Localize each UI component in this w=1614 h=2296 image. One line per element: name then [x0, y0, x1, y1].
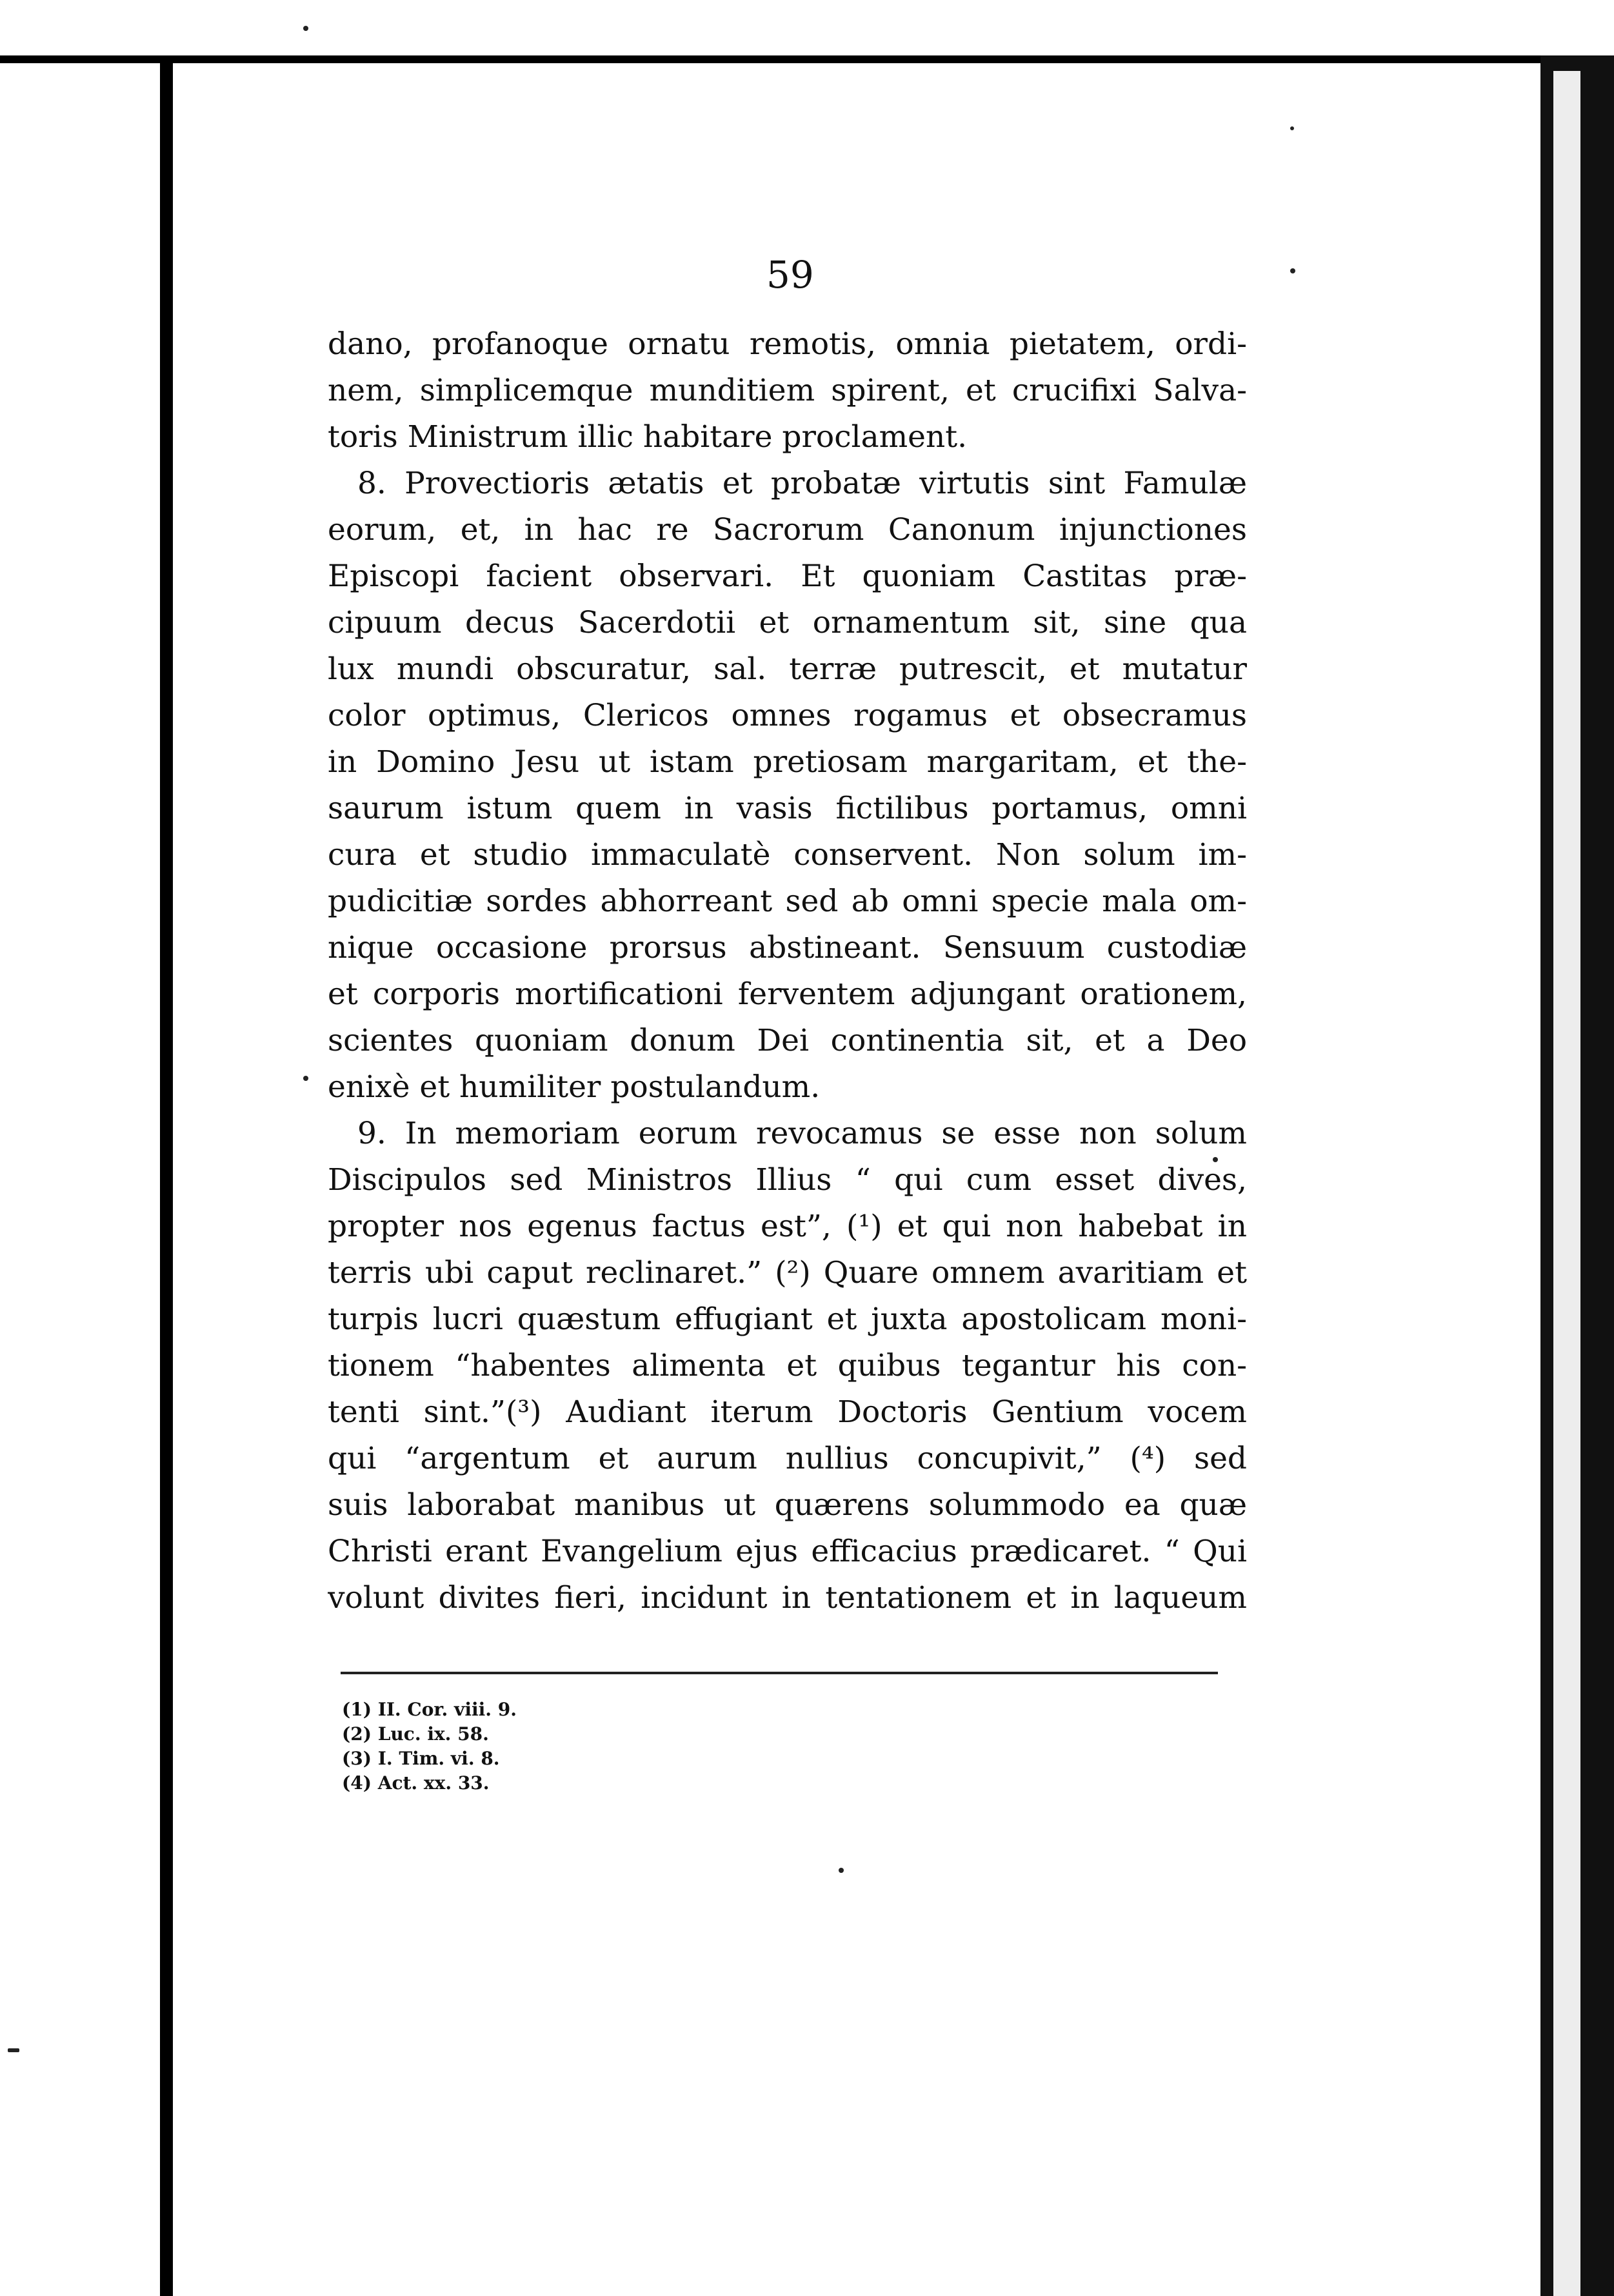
text-line: et corporis mortificationi ferventem adjungant orationem, [328, 976, 1247, 1012]
text-line: lux mundi obscuratur, sal. terræ putrescit, et mutatur [328, 651, 1247, 687]
text-line: tenti sint.”(³) Audiant iterum Doctoris Gentium vocem [328, 1394, 1247, 1430]
text-line: in Domino Jesu ut istam pretiosam margaritam, et the- [328, 744, 1247, 780]
footnote-divider [341, 1672, 1218, 1674]
page-number: 59 [766, 253, 814, 297]
speck-mark [303, 26, 308, 31]
page-stack-edge [1553, 71, 1580, 2296]
paragraph-9-start: 9. In memoriam eorum revocamus se esse non solum [357, 1116, 1247, 1151]
text-line: Discipulos sed Ministros Illius “ qui cum esset dives, [328, 1162, 1247, 1198]
text-line: dano, profanoque ornatu remotis, omnia pietatem, ordi- [328, 326, 1247, 362]
text-line: tionem “habentes alimenta et quibus tegantur his con- [328, 1348, 1247, 1383]
footnote-4: (4) Act. xx. 33. [342, 1772, 490, 1794]
text-line: Christi erant Evangelium ejus efficacius prædicaret. “ Qui [328, 1534, 1247, 1569]
text-line: nique occasione prorsus abstineant. Sensuum custodiæ [328, 930, 1247, 965]
text-line: qui “argentum et aurum nullius concupivit,” (⁴) sed [328, 1441, 1247, 1476]
text-line: turpis lucri quæstum effugiant et juxta apostolicam moni- [328, 1301, 1247, 1337]
speck-mark [839, 1868, 844, 1873]
text-line: enixè et humiliter postulandum. [328, 1069, 821, 1105]
footnotes [342, 1697, 517, 1796]
speck-mark [1290, 268, 1295, 273]
facing-page-edge [0, 63, 160, 2296]
text-line: suis laborabat manibus ut quærens solummodo ea quæ [328, 1487, 1247, 1523]
text-line: terris ubi caput reclinaret.” (²) Quare omnem avaritiam et [328, 1255, 1247, 1291]
text-line: cipuum decus Sacerdotii et ornamentum sit, sine qua [328, 605, 1247, 640]
body-text [328, 321, 1247, 1621]
speck-mark [8, 2048, 19, 2052]
text-line: volunt divites fieri, incidunt in tentationem et in laqueum [328, 1580, 1247, 1616]
text-line: eorum, et, in hac re Sacrorum Canonum injunctiones [328, 512, 1247, 548]
text-line: scientes quoniam donum Dei continentia sit, et a Deo [328, 1023, 1247, 1058]
gutter-shadow [160, 55, 173, 2296]
text-line: propter nos egenus factus est”, (¹) et qui non habebat in [328, 1209, 1247, 1244]
text-line: cura et studio immaculatè conservent. Non solum im- [328, 837, 1247, 873]
scan-top-border [0, 55, 1614, 63]
paragraph-8-start: 8. Provectioris ætatis et probatæ virtutis sint Famulæ [357, 466, 1247, 501]
text-line: nem, simplicemque munditiem spirent, et crucifixi Salva- [328, 373, 1247, 408]
footnote-2: (2) Luc. ix. 58. [342, 1723, 489, 1745]
text-line: pudicitiæ sordes abhorreant sed ab omni specie mala om- [328, 884, 1247, 919]
footnote-1: (1) II. Cor. viii. 9. [342, 1699, 517, 1720]
text-line: color optimus, Clericos omnes rogamus et obsecramus [328, 698, 1247, 733]
speck-mark [1290, 126, 1294, 130]
text-line: Episcopi facient observari. Et quoniam Castitas præ- [328, 559, 1247, 594]
text-line: toris Ministrum illic habitare proclament. [328, 419, 968, 455]
footnote-3: (3) I. Tim. vi. 8. [342, 1748, 500, 1769]
text-line: saurum istum quem in vasis fictilibus portamus, omni [328, 791, 1247, 826]
speck-mark [303, 1076, 308, 1081]
